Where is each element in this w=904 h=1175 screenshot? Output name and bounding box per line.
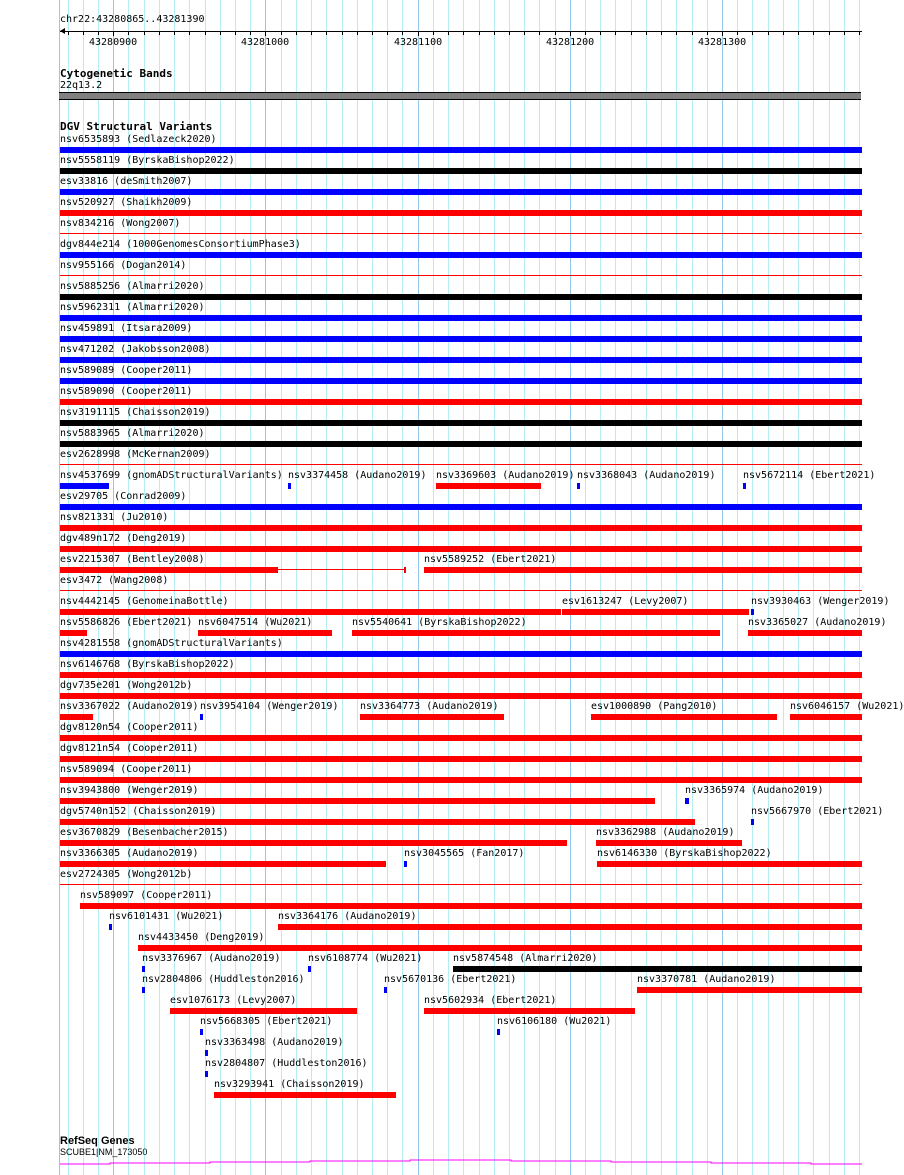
ruler-tick	[326, 31, 327, 35]
ruler-tick	[479, 31, 480, 35]
variant-label: esv3472 (Wang2008)	[60, 575, 169, 586]
variant-bar[interactable]	[436, 483, 541, 489]
gene-intron-line	[60, 1160, 862, 1164]
variant-bar[interactable]	[278, 924, 862, 930]
variant-bar[interactable]	[200, 1029, 203, 1035]
variant-label: nsv3370781 (Audano2019)	[637, 974, 776, 985]
variant-label: esv29705 (Conrad2009)	[60, 491, 187, 502]
variant-label: dgv735e201 (Wong2012b)	[60, 680, 193, 691]
ruler-tick	[281, 31, 282, 35]
cytoband-label: 22q13.2	[60, 80, 103, 91]
variant-bar[interactable]	[60, 798, 655, 804]
grid-line	[311, 0, 312, 1175]
variant-bar[interactable]	[60, 336, 862, 342]
variant-label: nsv3364773 (Audano2019)	[360, 701, 499, 712]
ruler-tick	[570, 31, 571, 36]
variant-label: dgv8120n54 (Cooper2011)	[60, 722, 199, 733]
variant-label: nsv3368043 (Audano2019)	[577, 470, 716, 481]
ruler-tick	[418, 31, 419, 36]
grid-line	[342, 0, 343, 1175]
ruler-line	[60, 31, 862, 32]
variant-label: nsv6535893 (Sedlazeck2020)	[60, 134, 217, 145]
variant-bar[interactable]	[60, 735, 862, 741]
variant-bar[interactable]	[60, 819, 695, 825]
variant-label: nsv5672114 (Ebert2021)	[743, 470, 876, 481]
variant-bar[interactable]	[60, 672, 862, 678]
variant-bar[interactable]	[60, 210, 862, 216]
grid-line	[768, 0, 769, 1175]
variant-label: nsv5558119 (ByrskaBishop2022)	[60, 155, 235, 166]
variant-label: nsv2804807 (Huddleston2016)	[205, 1058, 368, 1069]
grid-line	[402, 0, 403, 1175]
ruler-tick	[555, 31, 556, 35]
variant-label: nsv589097 (Cooper2011)	[80, 890, 213, 901]
grid-line	[692, 0, 693, 1175]
variant-bar[interactable]	[60, 651, 862, 657]
variant-bar[interactable]	[60, 693, 862, 699]
ruler-tick	[205, 31, 206, 35]
ruler-tick	[829, 31, 830, 35]
variant-label: nsv5962311 (Almarri2020)	[60, 302, 205, 313]
variant-label: esv2724305 (Wong2012b)	[60, 869, 193, 880]
variant-bar[interactable]	[60, 861, 386, 867]
grid-line	[372, 0, 373, 1175]
ruler-tick	[433, 31, 434, 35]
variant-label: nsv3369603 (Audano2019)	[436, 470, 575, 481]
variant-label: nsv5883965 (Almarri2020)	[60, 428, 205, 439]
ruler-tick	[631, 31, 632, 35]
variant-bar[interactable]	[60, 504, 862, 510]
variant-bar[interactable]	[60, 315, 862, 321]
ruler-tick	[813, 31, 814, 35]
ruler-tick	[722, 31, 723, 36]
grid-line	[737, 0, 738, 1175]
grid-line	[326, 0, 327, 1175]
ruler-tick	[646, 31, 647, 35]
variant-bar[interactable]	[748, 630, 862, 636]
variant-bar[interactable]	[214, 1092, 396, 1098]
variant-label: nsv3366305 (Audano2019)	[60, 848, 199, 859]
ruler-tick	[707, 31, 708, 35]
ruler-tick	[250, 31, 251, 35]
variant-bar[interactable]	[60, 590, 862, 591]
variant-bar[interactable]	[751, 819, 754, 825]
variant-bar[interactable]	[60, 546, 862, 552]
variant-bar[interactable]	[170, 1008, 357, 1014]
ruler-tick	[783, 31, 784, 35]
ruler-tick	[235, 31, 236, 35]
ruler-tick	[342, 31, 343, 35]
grid-line	[844, 0, 845, 1175]
variant-bar[interactable]	[60, 233, 862, 234]
variant-bar[interactable]	[790, 714, 862, 720]
variant-label: nsv6046157 (Wu2021)	[790, 701, 904, 712]
variant-label: nsv3191115 (Chaisson2019)	[60, 407, 211, 418]
ruler-tick	[174, 31, 175, 35]
ruler-tick	[752, 31, 753, 35]
variant-label: nsv589090 (Cooper2011)	[60, 386, 193, 397]
ruler-tick	[68, 31, 69, 35]
ruler-tick	[265, 31, 266, 36]
grid-line	[570, 0, 571, 1175]
variant-label: nsv2804806 (Huddleston2016)	[142, 974, 305, 985]
variant-bar[interactable]	[60, 168, 862, 174]
variant-label: dgv5740n152 (Chaisson2019)	[60, 806, 217, 817]
variant-bar[interactable]	[138, 945, 862, 951]
variant-label: nsv821331 (Ju2010)	[60, 512, 169, 523]
variant-label: nsv6047514 (Wu2021)	[198, 617, 313, 628]
variant-bar[interactable]	[205, 1050, 208, 1056]
ruler-tick	[402, 31, 403, 35]
grid-line	[752, 0, 753, 1175]
dgv-track-title: DGV Structural Variants	[60, 120, 213, 133]
variant-label: nsv3363498 (Audano2019)	[205, 1037, 344, 1048]
variant-bar[interactable]	[352, 630, 720, 636]
variant-label: nsv3943800 (Wenger2019)	[60, 785, 199, 796]
ruler-tick	[113, 31, 114, 36]
variant-label: esv1076173 (Levy2007)	[170, 995, 297, 1006]
ruler-tick	[768, 31, 769, 35]
variant-bar[interactable]	[60, 756, 862, 762]
variant-bar[interactable]	[200, 714, 203, 720]
variant-label: esv33816 (deSmith2007)	[60, 176, 193, 187]
variant-bar[interactable]	[60, 252, 862, 258]
ruler-tick	[296, 31, 297, 35]
ruler-tick	[509, 31, 510, 35]
ruler-tick	[692, 31, 693, 35]
variant-bar[interactable]	[198, 630, 332, 636]
variant-label: nsv5602934 (Ebert2021)	[424, 995, 557, 1006]
grid-line	[661, 0, 662, 1175]
variant-label: nsv4442145 (GenomeinaBottle)	[60, 596, 229, 607]
variant-bar[interactable]	[60, 147, 862, 153]
variant-bar[interactable]	[591, 714, 777, 720]
variant-label: nsv5885256 (Almarri2020)	[60, 281, 205, 292]
variant-label: nsv6146330 (ByrskaBishop2022)	[597, 848, 772, 859]
ruler-tick	[463, 31, 464, 35]
ruler-tick	[737, 31, 738, 35]
variant-end-tick	[404, 567, 406, 573]
ruler-tick	[676, 31, 677, 35]
grid-line	[798, 0, 799, 1175]
variant-label: nsv3367022 (Audano2019)	[60, 701, 199, 712]
grid-line	[646, 0, 647, 1175]
variant-label: nsv3365974 (Audano2019)	[685, 785, 824, 796]
variant-bar[interactable]	[497, 1029, 500, 1035]
gene-model[interactable]	[0, 1158, 890, 1175]
variant-label: nsv3045565 (Fan2017)	[404, 848, 525, 859]
ruler-tick	[387, 31, 388, 35]
variant-bar[interactable]	[60, 357, 862, 363]
variant-bar[interactable]	[60, 420, 862, 426]
variant-label: nsv955166 (Dogan2014)	[60, 260, 187, 271]
grid-line	[600, 0, 601, 1175]
cytogenetic-bands-title: Cytogenetic Bands	[60, 67, 173, 80]
variant-bar[interactable]	[80, 903, 862, 909]
variant-bar[interactable]	[142, 987, 145, 993]
variant-label: nsv4281558 (gnomADStructuralVariants)	[60, 638, 283, 649]
ruler-tick	[494, 31, 495, 35]
variant-label: nsv5586826 (Ebert2021)	[60, 617, 193, 628]
variant-bar[interactable]	[60, 840, 567, 846]
variant-bar[interactable]	[60, 294, 862, 300]
grid-line	[783, 0, 784, 1175]
variant-label: nsv589089 (Cooper2011)	[60, 365, 193, 376]
ruler-tick	[220, 31, 221, 35]
ruler-label: 43281100	[394, 37, 443, 48]
variant-label: nsv589094 (Cooper2011)	[60, 764, 193, 775]
ruler-tick	[661, 31, 662, 35]
ruler-tick	[98, 31, 99, 35]
ruler-tick	[144, 31, 145, 35]
ruler-tick	[539, 31, 540, 35]
variant-label: nsv6101431 (Wu2021)	[109, 911, 224, 922]
variant-label: nsv5668305 (Ebert2021)	[200, 1016, 333, 1027]
variant-bar[interactable]	[60, 483, 109, 489]
ruler-label: 43281000	[241, 37, 290, 48]
variant-bar[interactable]	[577, 483, 580, 489]
variant-bar[interactable]	[60, 441, 862, 447]
grid-line	[859, 0, 860, 1175]
variant-extension-line	[278, 569, 404, 570]
variant-label: nsv520927 (Shaikh2009)	[60, 197, 193, 208]
variant-label: nsv3376967 (Audano2019)	[142, 953, 281, 964]
variant-bar[interactable]	[637, 987, 862, 993]
variant-label: esv1000890 (Pang2010)	[591, 701, 718, 712]
ruler-tick	[159, 31, 160, 35]
variant-label: esv1613247 (Levy2007)	[562, 596, 689, 607]
grid-line	[829, 0, 830, 1175]
variant-bar[interactable]	[142, 966, 145, 972]
variant-bar[interactable]	[109, 924, 112, 930]
grid-line	[418, 0, 419, 1175]
variant-bar[interactable]	[743, 483, 746, 489]
ruler-label: 43281200	[546, 37, 595, 48]
variant-label: nsv3362988 (Audano2019)	[596, 827, 735, 838]
ruler-tick	[83, 31, 84, 35]
ruler-tick	[585, 31, 586, 35]
ruler-label: 43281300	[698, 37, 747, 48]
variant-bar[interactable]	[205, 1071, 208, 1077]
grid-line	[631, 0, 632, 1175]
variant-label: nsv6146768 (ByrskaBishop2022)	[60, 659, 235, 670]
variant-bar[interactable]	[60, 399, 862, 405]
variant-bar[interactable]	[60, 714, 93, 720]
variant-label: nsv3365027 (Audano2019)	[748, 617, 887, 628]
grid-line	[676, 0, 677, 1175]
ruler-label: 43280900	[89, 37, 138, 48]
variant-label: nsv3930463 (Wenger2019)	[751, 596, 890, 607]
variant-bar[interactable]	[308, 966, 311, 972]
ruler-tick	[311, 31, 312, 35]
variant-label: nsv3954104 (Wenger2019)	[200, 701, 339, 712]
variant-label: nsv6106180 (Wu2021)	[497, 1016, 612, 1027]
variant-bar[interactable]	[60, 567, 278, 573]
ruler-tick	[798, 31, 799, 35]
ruler-tick	[372, 31, 373, 35]
variant-label: esv2215307 (Bentley2008)	[60, 554, 205, 565]
ruler-tick	[448, 31, 449, 35]
ruler-tick	[600, 31, 601, 35]
left-arrow-icon[interactable]	[60, 28, 65, 34]
variant-label: dgv8121n54 (Cooper2011)	[60, 743, 199, 754]
variant-bar[interactable]	[60, 275, 862, 276]
grid-line	[387, 0, 388, 1175]
variant-bar[interactable]	[60, 525, 862, 531]
grid-line	[707, 0, 708, 1175]
variant-label: esv2628998 (McKernan2009)	[60, 449, 211, 460]
variant-bar[interactable]	[596, 840, 742, 846]
variant-bar[interactable]	[597, 861, 862, 867]
variant-label: nsv471202 (Jakobsson2008)	[60, 344, 211, 355]
variant-bar[interactable]	[751, 609, 754, 615]
variant-label: nsv5667970 (Ebert2021)	[751, 806, 884, 817]
variant-label: nsv3293941 (Chaisson2019)	[214, 1079, 365, 1090]
variant-label: dgv489n172 (Deng2019)	[60, 533, 187, 544]
ruler-tick	[524, 31, 525, 35]
variant-bar[interactable]	[424, 1008, 635, 1014]
variant-label: nsv834216 (Wong2007)	[60, 218, 181, 229]
ruler-tick	[357, 31, 358, 35]
variant-bar[interactable]	[562, 609, 749, 615]
variant-bar[interactable]	[424, 567, 862, 573]
variant-bar[interactable]	[60, 378, 862, 384]
variant-bar[interactable]	[360, 714, 504, 720]
variant-label: nsv5670136 (Ebert2021)	[384, 974, 517, 985]
ruler-tick	[615, 31, 616, 35]
variant-label: nsv4537699 (gnomADStructuralVariants)	[60, 470, 283, 481]
variant-label: esv3670829 (Besenbacher2015)	[60, 827, 229, 838]
variant-bar[interactable]	[60, 777, 862, 783]
grid-line	[585, 0, 586, 1175]
variant-bar[interactable]	[60, 189, 862, 195]
variant-label: nsv6108774 (Wu2021)	[308, 953, 423, 964]
variant-bar[interactable]	[685, 798, 689, 804]
grid-line	[722, 0, 723, 1175]
gene-label: SCUBE1|NM_173050	[60, 1147, 148, 1157]
location-label: chr22:43280865..43281390	[60, 14, 205, 25]
variant-label: nsv5589252 (Ebert2021)	[424, 554, 557, 565]
variant-bar[interactable]	[404, 861, 407, 867]
grid-line	[813, 0, 814, 1175]
variant-bar[interactable]	[60, 884, 862, 885]
ruler-tick	[859, 31, 860, 35]
variant-label: nsv5874548 (Almarri2020)	[453, 953, 598, 964]
ruler-tick	[844, 31, 845, 35]
grid-line	[615, 0, 616, 1175]
variant-label: nsv4433450 (Deng2019)	[138, 932, 265, 943]
variant-bar[interactable]	[60, 630, 87, 636]
variant-bar[interactable]	[60, 464, 862, 465]
ruler-tick	[189, 31, 190, 35]
variant-label: nsv5540641 (ByrskaBishop2022)	[352, 617, 527, 628]
ruler-tick	[128, 31, 129, 35]
variant-label: dgv844e214 (1000GenomesConsortiumPhase3)	[60, 239, 301, 250]
variant-bar[interactable]	[60, 609, 561, 615]
variant-bar[interactable]	[288, 483, 291, 489]
variant-label: nsv3374458 (Audano2019)	[288, 470, 427, 481]
variant-bar[interactable]	[384, 987, 387, 993]
variant-label: nsv3364176 (Audano2019)	[278, 911, 417, 922]
cytoband-bar[interactable]	[59, 92, 861, 100]
refseq-track-title: RefSeq Genes	[60, 1135, 135, 1147]
variant-label: nsv459891 (Itsara2009)	[60, 323, 193, 334]
grid-line	[357, 0, 358, 1175]
variant-bar[interactable]	[453, 966, 862, 972]
